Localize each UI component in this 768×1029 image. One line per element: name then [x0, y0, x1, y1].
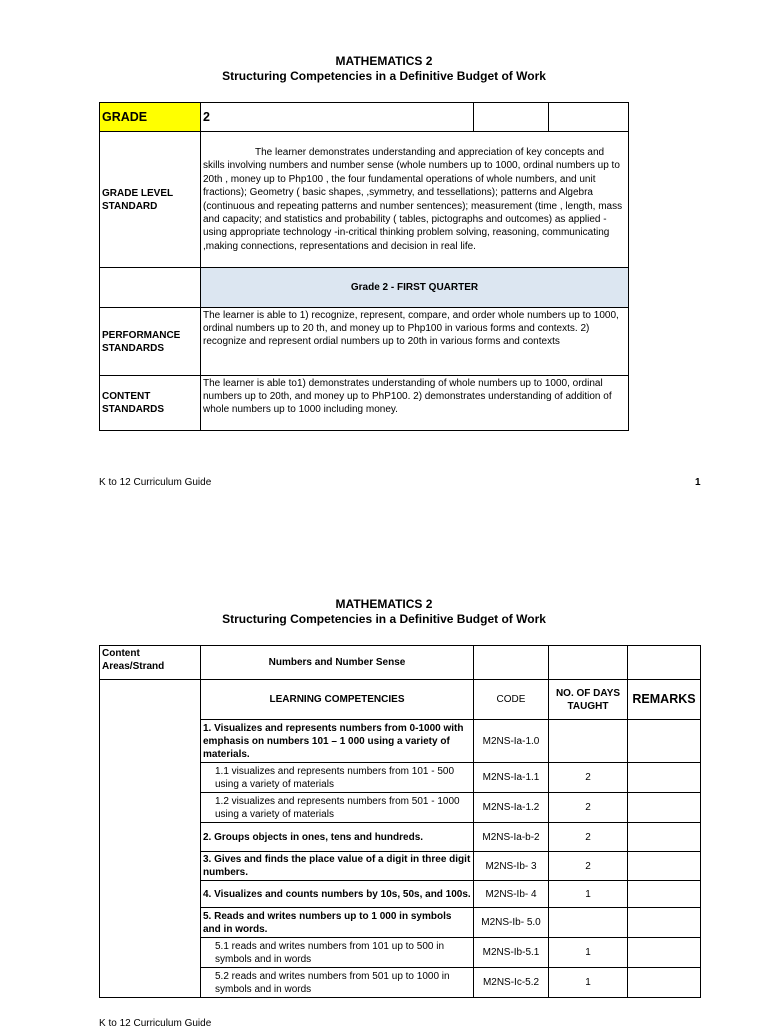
page2-title: MATHEMATICS 2 [335, 597, 433, 611]
empty-cell [100, 268, 201, 308]
content-areas-label: Content Areas/Strand [100, 646, 201, 680]
page1-footer-page-number: 1 [695, 477, 701, 488]
competency-days: 1 [549, 881, 628, 908]
page2-footer-left: K to 12 Curriculum Guide [99, 1018, 212, 1029]
competency-code: M2NS-Ib- 3 [474, 852, 549, 881]
competencies-table [99, 645, 701, 998]
empty-cell [549, 103, 629, 132]
competency-days: 2 [549, 763, 628, 793]
page1-standards-table [99, 102, 629, 431]
competency-row-2: 2. Groups objects in ones, tens and hundreds. [201, 823, 474, 852]
competency-code: M2NS-Ia-b-2 [474, 823, 549, 852]
header-learning-competencies: LEARNING COMPETENCIES [201, 680, 474, 720]
competency-code: M2NS-Ic-5.2 [474, 968, 549, 998]
competency-row-1: 1. Visualizes and represents numbers from 0-1000 with emphasis on numbers 101 – 1 000 using a variety of materials. [201, 720, 474, 763]
competency-row-3: 3. Gives and finds the place value of a digit in three digit numbers. [201, 852, 474, 881]
page2-subtitle: Structuring Competencies in a Definitive Budget of Work [222, 612, 546, 626]
grade-level-standard-text: The learner demonstrates understanding and appreciation of key concepts and skills involving numbers and number sense (whole numbers up to 1000, ordinal numbers up to 20th , money up to Php100 , the four fundamental operations of whole numbers, and unit fractions); Geometry ( basic shapes, ,symmetry, and tessellations); patterns and Algebra (continuous and repeating patterns and number sentences); measurement (time , length, mass and capacity; and statistics and probability ( tables, pictographs and outcomes) as applied -using appropriate technology -in-critical thinking problem solving, reasoning, communicating ,making connections, representations and decision in real life. [201, 132, 629, 268]
page1-title: MATHEMATICS 2 [335, 54, 433, 68]
competency-days: 1 [549, 968, 628, 998]
competency-code: M2NS-Ia-1.1 [474, 763, 549, 793]
performance-standards-label: PERFORMANCE STANDARDS [100, 308, 201, 376]
grade-value: 2 [201, 103, 474, 132]
content-standards-label: CONTENT STANDARDS [100, 376, 201, 431]
competency-remarks [628, 823, 701, 852]
competency-code: M2NS-Ia-1.0 [474, 720, 549, 763]
grade-label: GRADE [100, 103, 201, 132]
empty-cell [474, 103, 549, 132]
header-days-taught: NO. OF DAYS TAUGHT [549, 680, 628, 720]
competency-remarks [628, 881, 701, 908]
page1-subtitle: Structuring Competencies in a Definitive Budget of Work [222, 69, 546, 83]
strand-column-empty [100, 680, 201, 998]
competency-row-5: 5. Reads and writes numbers up to 1 000 in symbols and in words. [201, 908, 474, 938]
competency-days [549, 908, 628, 938]
competency-remarks [628, 908, 701, 938]
content-standards-text: The learner is able to1) demonstrates understanding of whole numbers up to 1000, ordinal numbers up to 20th, and money up to PhP100. 2) demonstrates understanding of addition of whole numbers up to 1000 including money. [201, 376, 629, 431]
performance-standards-text: The learner is able to 1) recognize, represent, compare, and order whole numbers up to 1000, ordinal numbers up to 20 th, and money up to Php100 in various forms and contexts. 2) recognize and represent ordial numbers up to 20th in various forms and contexts [201, 308, 629, 376]
competency-days: 2 [549, 793, 628, 823]
empty-cell [628, 646, 701, 680]
competency-row-5-1: 5.1 reads and writes numbers from 101 up to 500 in symbols and in words [201, 938, 474, 968]
competency-days [549, 720, 628, 763]
competency-row-4: 4. Visualizes and counts numbers by 10s, 50s, and 100s. [201, 881, 474, 908]
empty-cell [474, 646, 549, 680]
competency-row-1-1: 1.1 visualizes and represents numbers from 101 - 500 using a variety of materials [201, 763, 474, 793]
competency-code: M2NS-Ib- 4 [474, 881, 549, 908]
empty-cell [549, 646, 628, 680]
competency-remarks [628, 793, 701, 823]
competency-remarks [628, 968, 701, 998]
header-remarks: REMARKS [628, 680, 701, 720]
competency-days: 1 [549, 938, 628, 968]
competency-days: 2 [549, 823, 628, 852]
competency-row-1-2: 1.2 visualizes and represents numbers from 501 - 1000 using a variety of materials [201, 793, 474, 823]
competency-code: M2NS-Ib- 5.0 [474, 908, 549, 938]
header-code: CODE [474, 680, 549, 720]
strand-name: Numbers and Number Sense [201, 646, 474, 680]
competency-remarks [628, 852, 701, 881]
competency-remarks [628, 763, 701, 793]
competency-remarks [628, 938, 701, 968]
page1-footer-left: K to 12 Curriculum Guide [99, 477, 212, 488]
grade-level-standard-label: GRADE LEVEL STANDARD [100, 132, 201, 268]
competency-remarks [628, 720, 701, 763]
competency-days: 2 [549, 852, 628, 881]
competency-code: M2NS-Ib-5.1 [474, 938, 549, 968]
competency-row-5-2: 5.2 reads and writes numbers from 501 up to 1000 in symbols and in words [201, 968, 474, 998]
competency-code: M2NS-Ia-1.2 [474, 793, 549, 823]
quarter-heading: Grade 2 - FIRST QUARTER [201, 268, 629, 308]
